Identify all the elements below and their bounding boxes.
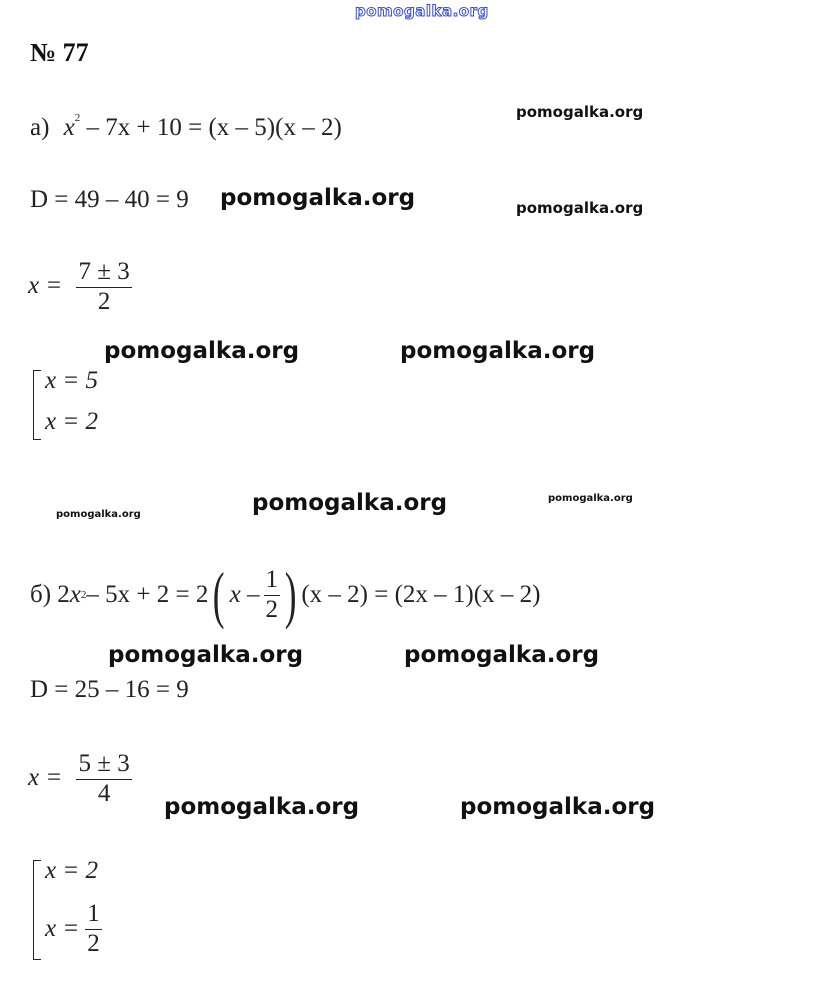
right-paren: ) (284, 559, 297, 630)
part-b-equation (30, 560, 540, 630)
watermark: pomogalka.org (108, 642, 304, 668)
part-b-inner-fraction (264, 566, 281, 625)
part-a-frac-den: 2 (97, 287, 111, 315)
watermark: pomogalka.org (404, 642, 600, 668)
part-a-root-2: x = 2 (45, 408, 98, 435)
watermark: pomogalka.org (516, 103, 644, 121)
watermark: pomogalka.org (104, 338, 300, 364)
watermark: pomogalka.org (460, 794, 656, 820)
part-a-equation (30, 112, 342, 142)
top-watermark: pomogalka.org (355, 2, 489, 20)
part-a-exponent: 2 (74, 112, 81, 124)
part-b-eq-tail: (x – 2) = (2x – 1)(x – 2) (301, 581, 541, 608)
part-b-root-1: x = 2 (45, 857, 98, 884)
left-paren: ( (213, 559, 225, 630)
part-a-label: а) (30, 114, 50, 141)
part-b-frac-den: 4 (97, 779, 111, 807)
watermark: pomogalka.org (220, 185, 416, 211)
watermark: pomogalka.org (164, 794, 360, 820)
part-b-frac-num: 5 ± 3 (76, 750, 131, 780)
part-b-root2-num: 1 (85, 900, 102, 930)
part-b-fraction (76, 750, 131, 809)
part-b-root-formula (28, 750, 132, 809)
watermark: pomogalka.org (400, 338, 596, 364)
part-a-system-bracket (33, 370, 41, 440)
part-a-var: x (63, 114, 75, 141)
watermark: pomogalka.org (516, 199, 644, 217)
part-a-x-lhs: x = (28, 271, 63, 299)
part-b-system-bracket (33, 860, 41, 960)
part-a-frac-num: 7 ± 3 (76, 258, 131, 288)
part-b-inner-den: 2 (265, 595, 279, 623)
part-a-fraction (76, 258, 131, 317)
watermark: pomogalka.org (252, 490, 448, 516)
problem-title: № 77 (30, 38, 89, 67)
part-b-root2-fraction (85, 900, 102, 959)
part-b-root2-den: 2 (87, 929, 100, 957)
part-b-eq-mid: – 5x + 2 = 2 (86, 581, 209, 608)
part-b-inner-num: 1 (264, 566, 281, 596)
part-b-discriminant: D = 25 – 16 = 9 (30, 676, 189, 703)
part-b-label: б) 2 (30, 581, 70, 608)
watermark: pomogalka.org (56, 509, 141, 520)
part-b-exponent: 2 (80, 589, 87, 601)
part-a-root-formula (28, 258, 132, 317)
watermark: pomogalka.org (548, 493, 633, 504)
part-b-x-lhs: x = (28, 763, 63, 791)
part-b-root-2 (45, 900, 102, 959)
part-a-eq-rest: – 7x + 10 = (x – 5)(x – 2) (80, 114, 342, 141)
part-b-var: x (69, 581, 81, 608)
part-b-root2-lhs: x = (45, 915, 80, 943)
part-a-discriminant: D = 49 – 40 = 9 (30, 186, 189, 213)
part-b-inner-x: x – (229, 581, 260, 608)
part-a-root-1: x = 5 (45, 367, 98, 394)
